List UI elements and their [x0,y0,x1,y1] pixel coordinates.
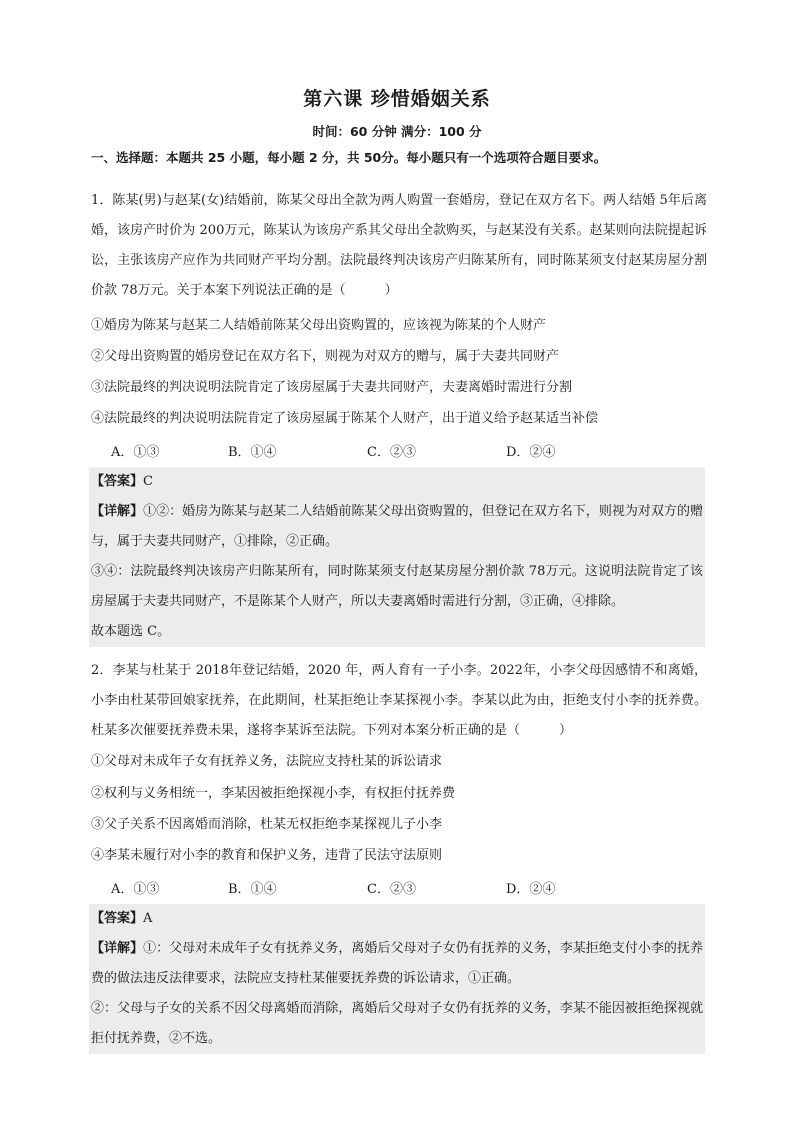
detail-paragraph-2: ③④：法院最终判决该房产归陈某所有，同时陈某须支付赵某房屋分割价款 78万元。这说明法院肯定了该房屋属于夫妻共同财产，不是陈某个人财产，所以夫妻离婚时需进行分割，③正确，④排除。 [91,564,703,609]
choice-d: D．②④ [506,445,556,460]
detail-paragraph-2: ②：父母与子女的关系不因父母离婚而消除，离婚后父母对子女仍有抚养的义务，李某不能因被拒绝探视就拒付抚养费，②不选。 [91,1001,703,1046]
detail-text: ①：父母对未成年子女有抚养义务，离婚后父母对子女仍有抚养的义务，李某拒绝支付小李的抚养费的做法违反法律要求，法院应支持杜某催要抚养费的诉讼请求，①正确。 [91,941,703,986]
question-1-option-2: ②父母出资购置的婚房登记在双方名下，则视为对双方的赠与，属于夫妻共同财产 [91,349,560,364]
question-2-option-4: ④李某未履行对小李的教育和保护义务，违背了民法守法原则 [91,848,443,863]
detail-label: 【详解】 [91,504,144,519]
question-1-choices [111,441,691,461]
section-heading: 一、选择题：本题共 25 小题，每小题 2 分，共 50分。每小题只有一个选项符合题目要求。 [91,150,607,165]
question-2-option-1: ①父母对未成年子女有抚养义务，法院应支持杜某的诉讼请求 [91,754,443,769]
answer-line [89,904,705,934]
choice-c: C．②③ [367,882,416,897]
answer-label: 【答案】 [91,474,144,489]
question-2-option-3: ③父子关系不因离婚而消除，杜某无权拒绝李某探视儿子小李 [91,817,443,832]
detail-text: ①②：婚房为陈某与赵某二人结婚前陈某父母出资购置的，但登记在双方名下，则视为对双方的赠与，属于夫妻共同财产，①排除，②正确。 [91,504,703,549]
choice-b: B．①④ [228,882,277,897]
choice-d: D．②④ [506,882,556,897]
choice-a: A．①③ [111,882,160,897]
question-2-choices [111,878,691,898]
question-1-option-1: ①婚房为陈某与赵某二人结婚前陈某父母出资购置的，应该视为陈某的个人财产 [91,318,547,333]
choice-b: B．①④ [228,445,277,460]
question-1-stem: 1．陈某(男)与赵某(女)结婚前，陈某父母出全款为两人购置一套婚房，登记在双方名下。两人结婚 5年后离婚，该房产时价为 200万元，陈某认为该房产系其父母出全款购买，与赵某没有关系。赵某则向法院提起诉讼，主张该房产应作为共同财产平均分割。法院最终判决该房产归陈某所有，同时陈某须支付赵某房屋分割价款 78万元。关于本案下列说法正确的是（ ） [91,193,707,298]
answer-label: 【答案】 [91,911,144,926]
exam-meta: 时间：60 分钟 满分：100 分 [312,124,482,139]
detail-paragraph-3: 故本题选 C。 [91,624,171,639]
question-2-option-2: ②权利与义务相统一，李某因被拒绝探视小李，有权拒付抚养费 [91,786,456,801]
answer-value: A [143,911,153,926]
choice-a: A．①③ [111,445,160,460]
question-2-answer-block [89,904,705,1054]
question-1-option-3: ③法院最终的判决说明法院肯定了该房屋属于夫妻共同财产，夫妻离婚时需进行分割 [91,380,573,395]
question-1-answer-block [89,467,705,647]
choice-c: C．②③ [367,445,416,460]
page-title: 第六课 珍惜婚姻关系 [303,88,491,110]
answer-value: C [143,474,153,489]
answer-line [89,467,705,497]
detail-label: 【详解】 [91,941,144,956]
question-2-stem: 2．李某与杜某于 2018年登记结婚，2020 年，两人育有一子小李。2022年，小李父母因感情不和离婚，小李由杜某带回娘家抚养，在此期间，杜某拒绝让李某探视小李。李某以此为由，拒绝支付小李的抚养费。杜某多次催要抚养费未果，遂将李某诉至法院。下列对本案分析正确的是（ ） [91,663,707,738]
detail-paragraph-1 [89,934,705,994]
question-1-option-4: ④法院最终的判决说明法院肯定了该房屋属于陈某个人财产，出于道义给予赵某适当补偿 [91,411,599,426]
detail-paragraph-1 [89,497,705,557]
